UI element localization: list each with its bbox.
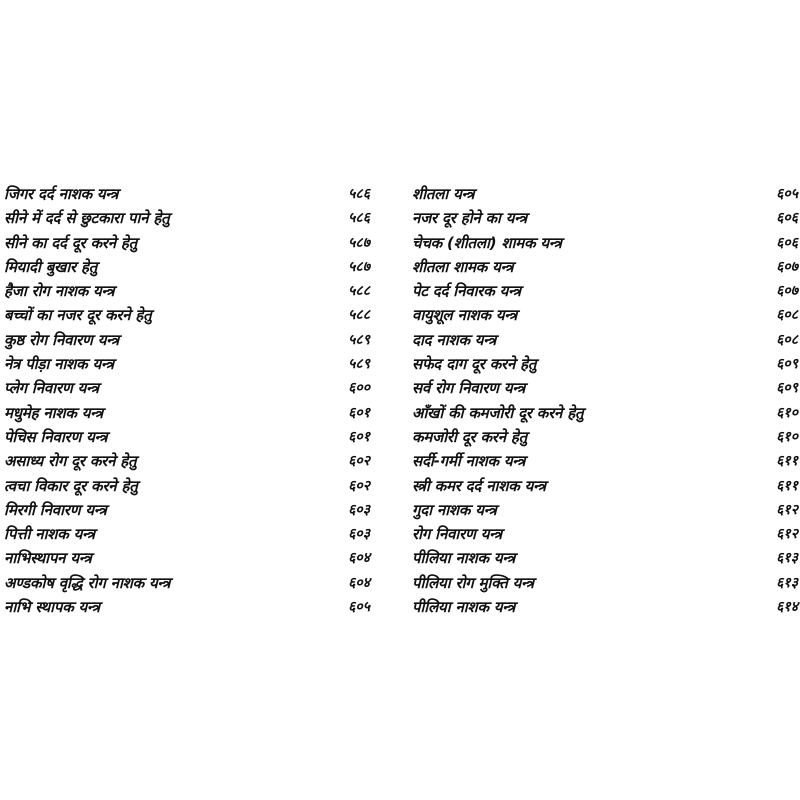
index-entry-title: पित्ती नाशक यन्त्र <box>4 525 95 544</box>
index-entry-page: ६०० <box>348 380 370 397</box>
index-entry-page: ६०४ <box>348 550 370 567</box>
index-entry-title: दाद नाशक यन्त्र <box>412 330 497 349</box>
index-entry-title: पेट दर्द निवारक यन्त्र <box>412 282 521 301</box>
index-entry-page: ६११ <box>776 477 798 494</box>
index-entry-page: ६१२ <box>776 526 798 543</box>
index-entry <box>412 303 798 327</box>
index-entry <box>412 474 798 498</box>
index-entry-title: सफेद दाग दूर करने हेतु <box>412 355 537 374</box>
index-entry <box>4 571 376 595</box>
index-entry-page: ६०४ <box>348 574 370 591</box>
index-entry-page: ६०८ <box>776 307 798 324</box>
index-entry-page: ६०६ <box>776 234 798 251</box>
index-entry <box>4 352 376 376</box>
index-entry-title: वायुशूल नाशक यन्त्र <box>412 306 518 325</box>
index-entry-title: पीलिया रोग मुक्ति यन्त्र <box>412 573 534 592</box>
index-entry-page: ६१२ <box>776 501 798 518</box>
index-entry-title: प्लेग निवारण यन्त्र <box>4 379 99 398</box>
index-entry-title: मधुमेह नाशक यन्त्र <box>4 403 103 422</box>
index-entry-title: स्त्री कमर दर्द नाशक यन्त्र <box>412 476 546 495</box>
index-entry-title: सीने में दर्द से छुटकारा पाने हेतु <box>4 209 170 228</box>
index-column-right <box>412 182 798 619</box>
index-entry-title: मियादी बुखार हेतु <box>4 257 98 276</box>
index-entry-page: ६०८ <box>776 331 798 348</box>
index-entry <box>412 255 798 279</box>
index-entry-title: सर्दी-गर्मी नाशक यन्त्र <box>412 452 526 471</box>
index-entry <box>4 255 376 279</box>
index-entry <box>4 279 376 303</box>
index-entry <box>4 376 376 400</box>
index-entry-title: कमजोरी दूर करने हेतु <box>412 427 527 446</box>
index-entry <box>412 522 798 546</box>
index-entry <box>4 231 376 255</box>
index-entry-title: बच्चों का नजर दूर करने हेतु <box>4 306 152 325</box>
index-entry <box>412 376 798 400</box>
index-entry <box>412 425 798 449</box>
index-entry-page: ६१० <box>776 404 798 421</box>
index-entry <box>4 522 376 546</box>
index-entry <box>4 498 376 522</box>
index-entry-page: ६१३ <box>776 550 798 567</box>
index-entry <box>4 425 376 449</box>
index-entry-page: ६०६ <box>776 210 798 227</box>
index-entry-title: त्वचा विकार दूर करने हेतु <box>4 476 138 495</box>
index-entry <box>412 279 798 303</box>
index-entry-page: ६०२ <box>348 453 370 470</box>
index-entry-page: ६१३ <box>776 574 798 591</box>
index-entry <box>4 401 376 425</box>
index-entry <box>412 352 798 376</box>
index-entry-page: ६०१ <box>348 428 370 445</box>
index-entry <box>412 328 798 352</box>
index-entry <box>4 474 376 498</box>
index-entry-title: गुदा नाशक यन्त्र <box>412 500 497 519</box>
index-entry-page: ५८६ <box>348 210 370 227</box>
index-entry-title: हैजा रोग नाशक यन्त्र <box>4 282 115 301</box>
index-entry-title: नेत्र पीड़ा नाशक यन्त्र <box>4 355 114 374</box>
index-entry-title: असाध्य रोग दूर करने हेतु <box>4 452 137 471</box>
index-entry-title: अण्डकोष वृद्धि रोग नाशक यन्त्र <box>4 573 171 592</box>
index-entry-title: आँखों की कमजोरी दूर करने हेतु <box>412 403 584 422</box>
index-entry <box>4 328 376 352</box>
index-column-left <box>4 182 376 619</box>
index-entry-title: जिगर दर्द नाशक यन्त्र <box>4 185 119 203</box>
index-entry-page: ५८७ <box>348 258 370 275</box>
index-entry-title: कुष्ठ रोग निवारण यन्त्र <box>4 330 119 349</box>
index-entry-title: पीलिया नाशक यन्त्र <box>412 549 516 568</box>
index-entry-page: ६०९ <box>776 380 798 397</box>
index-entry <box>412 401 798 425</box>
index-entry <box>4 182 376 206</box>
index-entry-title: नाभि स्थापक यन्त्र <box>4 598 100 617</box>
index-entry-title: सीने का दर्द दूर करने हेतु <box>4 233 137 252</box>
index-entry-page: ६०७ <box>776 283 798 300</box>
index-entry <box>4 303 376 327</box>
index-entry-page: ५८९ <box>348 356 370 373</box>
index-entry-title: पेचिस निवारण यन्त्र <box>4 427 108 446</box>
index-entry <box>412 498 798 522</box>
index-entry-page: ६०१ <box>348 404 370 421</box>
index-entry-page: ५८८ <box>348 307 370 324</box>
index-entry-page: ६१४ <box>776 599 798 616</box>
index-entry-title: रोग निवारण यन्त्र <box>412 525 502 544</box>
index-entry <box>412 206 798 230</box>
index-entry-title: नजर दूर होने का यन्त्र <box>412 209 528 228</box>
index-entry <box>412 231 798 255</box>
index-entry-title: नाभिस्थापन यन्त्र <box>4 549 92 568</box>
index-entry-page: ५८६ <box>348 186 370 202</box>
index-entry-page: ५८९ <box>348 331 370 348</box>
index-entry-title: मिरगी निवारण यन्त्र <box>4 500 107 519</box>
index-entry-page: ५८७ <box>348 234 370 251</box>
index-entry <box>412 595 798 619</box>
index-entry-page: ६११ <box>776 453 798 470</box>
index-entry-page: ६०३ <box>348 526 370 543</box>
index-entry-page: ५८८ <box>348 283 370 300</box>
index-entry <box>4 595 376 619</box>
index-entry-title: शीतला यन्त्र <box>412 185 475 203</box>
index-entry <box>412 546 798 570</box>
index-entry <box>412 449 798 473</box>
index-entry-title: चेचक (शीतला) शामक यन्त्र <box>412 233 562 252</box>
index-entry <box>412 571 798 595</box>
index-entry <box>4 449 376 473</box>
index-entry <box>4 206 376 230</box>
index-entry-page: ६१० <box>776 428 798 445</box>
index-entry <box>412 182 798 206</box>
index-entry-page: ६०५ <box>776 186 798 202</box>
index-entry-title: पीलिया नाशक यन्त्र <box>412 598 516 617</box>
index-entry-page: ६०२ <box>348 477 370 494</box>
index-entry-page: ६०९ <box>776 356 798 373</box>
index-entry-title: शीतला शामक यन्त्र <box>412 257 514 276</box>
index-entry <box>4 546 376 570</box>
index-entry-page: ६०३ <box>348 501 370 518</box>
index-entry-title: सर्व रोग निवारण यन्त्र <box>412 379 526 398</box>
index-entry-page: ६०५ <box>348 599 370 616</box>
index-entry-page: ६०७ <box>776 258 798 275</box>
